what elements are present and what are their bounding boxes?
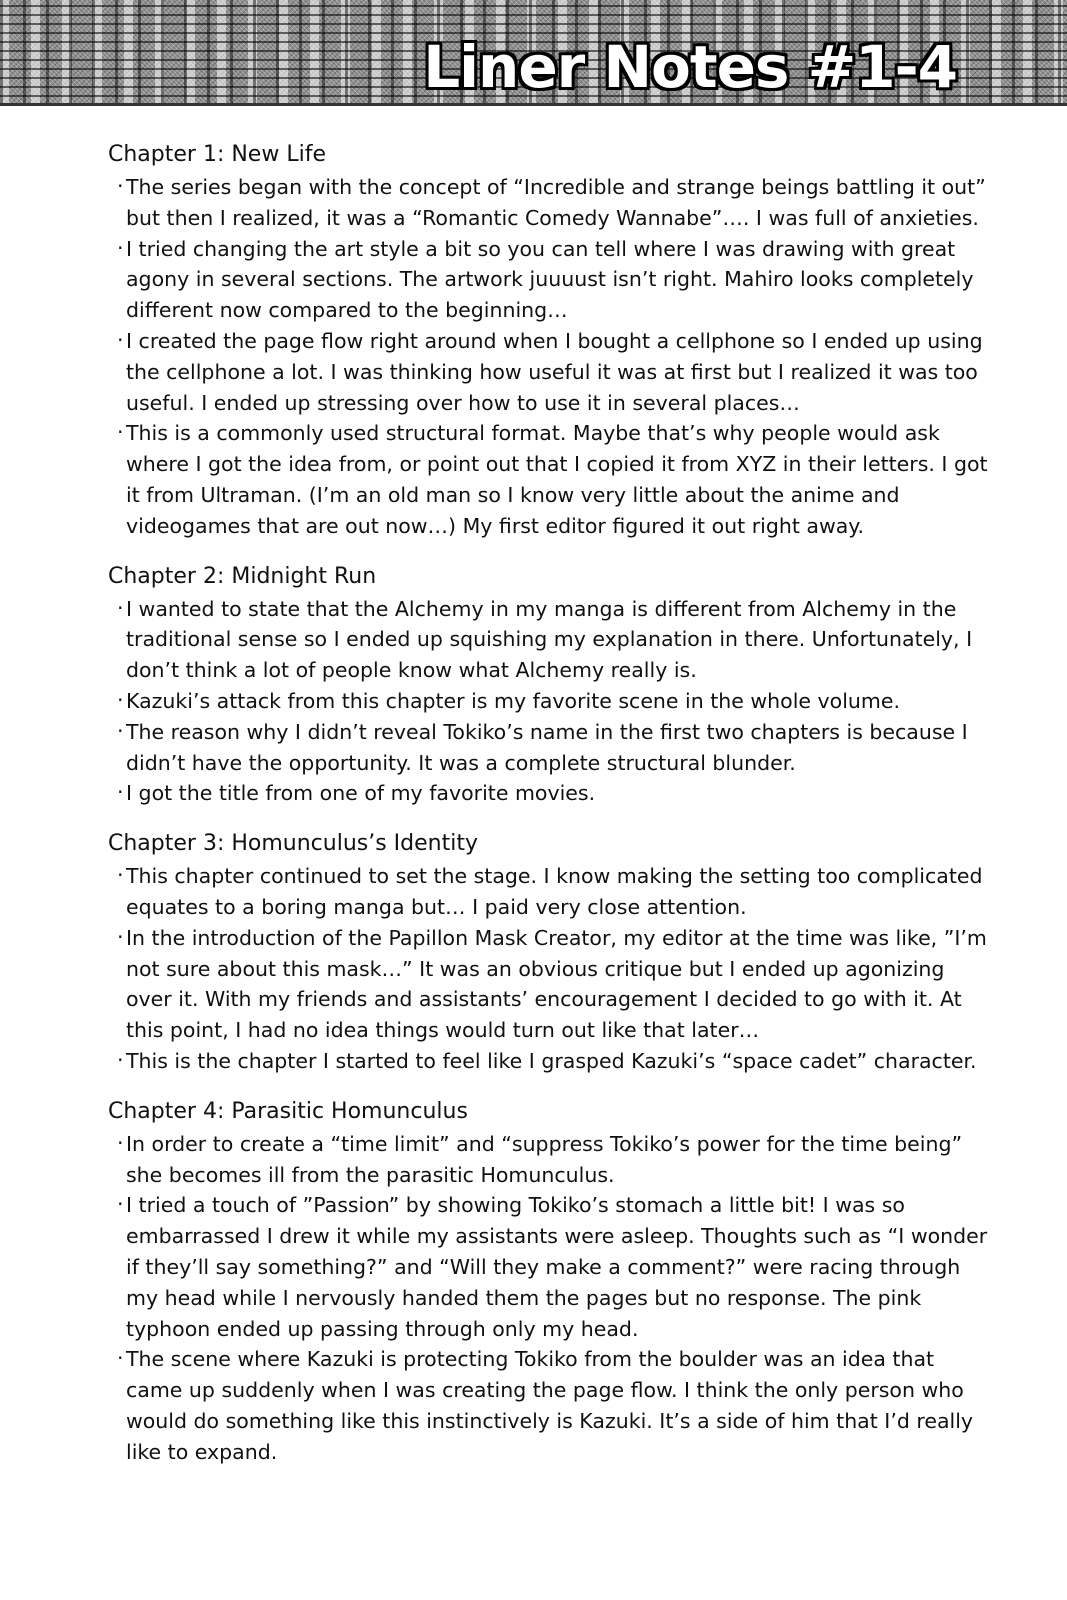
note-item xyxy=(117,1046,988,1077)
chapter-notes xyxy=(108,594,988,810)
chapter-notes xyxy=(108,861,988,1077)
note-item xyxy=(117,234,988,326)
bullet-icon: · xyxy=(117,718,124,743)
bullet-icon: · xyxy=(117,1346,124,1371)
note-text: The reason why I didn’t reveal Tokiko’s name in the first two chapters is because I didn’t have the opportunity. It was a complete structural blunder. xyxy=(126,719,968,775)
note-text: I tried a touch of ”Passion” by showing Tokiko’s stomach a little bit! I was so embarrassed I drew it while my assistants were asleep. Thoughts such as “I wonder if they’ll say something?” and “Will they make a comment?” were racing through my head while I nervously handed them the pages but no response. The pink typhoon ended up passing through only my head. xyxy=(126,1193,988,1341)
page-title: Liner Notes #1-4 xyxy=(423,33,957,101)
note-item xyxy=(117,778,988,809)
chapter-2 xyxy=(108,560,988,810)
note-item xyxy=(117,1190,988,1344)
note-text: I created the page flow right around when I bought a cellphone so I ended up using the cellphone a lot. I was thinking how useful it was at first but I realized it was too useful. I ended up stressing over how to use it in several places… xyxy=(126,328,983,415)
bullet-icon: · xyxy=(117,327,124,352)
note-text: I wanted to state that the Alchemy in my manga is different from Alchemy in the traditional sense so I ended up squishing my explanation in there. Unfortunately, I don’t think a lot of people know what Alchemy really is. xyxy=(126,596,973,683)
chapter-3 xyxy=(108,827,988,1077)
note-text: In order to create a “time limit” and “suppress Tokiko’s power for the time being” she becomes ill from the parasitic Homunculus. xyxy=(126,1131,963,1187)
note-item xyxy=(117,861,988,923)
bullet-icon: · xyxy=(117,1130,124,1155)
header-banner xyxy=(0,0,1067,106)
note-text: I tried changing the art style a bit so you can tell where I was drawing with great agony in several sections. The artwork juuuust isn’t right. Mahiro looks completely different now compared to the beginning… xyxy=(126,236,974,323)
note-text: In the introduction of the Papillon Mask Creator, my editor at the time was like, ”I’m not sure about this mask…” It was an obvious critique but I ended up agonizing over it. With my friends and assistants’ encouragement I decided to go with it. At this point, I had no idea things would turn out like that later… xyxy=(126,925,987,1043)
bullet-icon: · xyxy=(117,687,124,712)
bullet-icon: · xyxy=(117,780,124,805)
chapter-title: Chapter 4: Parasitic Homunculus xyxy=(108,1098,468,1124)
chapter-notes xyxy=(108,1129,988,1468)
bullet-icon: · xyxy=(117,595,124,620)
note-item xyxy=(117,326,988,418)
note-text: This is the chapter I started to feel like I grasped Kazuki’s “space cadet” character. xyxy=(126,1048,977,1073)
bullet-icon: · xyxy=(117,420,124,445)
bullet-icon: · xyxy=(117,924,124,949)
note-item xyxy=(117,1344,988,1467)
note-text: This chapter continued to set the stage. I know making the setting too complicated equates to a boring manga but… I paid very close attention. xyxy=(126,864,983,919)
chapter-notes xyxy=(108,172,988,542)
bullet-icon: · xyxy=(117,1047,124,1072)
note-item xyxy=(117,717,988,779)
chapter-4 xyxy=(108,1095,988,1468)
note-text: This is a commonly used structural format. Maybe that’s why people would ask where I got the idea from, or point out that I copied it from XYZ in their letters. I got it from Ultraman. (I’m an old man so I know very little about the anime and videogames that are out now…) My first editor figured it out right away. xyxy=(126,421,988,538)
bullet-icon: · xyxy=(117,174,124,198)
bullet-icon: · xyxy=(117,1192,124,1217)
chapter-1 xyxy=(108,138,988,542)
liner-notes-body xyxy=(108,138,988,1485)
note-item xyxy=(117,1129,988,1191)
note-item xyxy=(117,923,988,1046)
chapter-title: Chapter 2: Midnight Run xyxy=(108,563,377,589)
bullet-icon: · xyxy=(117,863,124,888)
bullet-icon: · xyxy=(117,235,124,260)
note-text: The scene where Kazuki is protecting Tokiko from the boulder was an idea that came up suddenly when I was creating the page flow. I think the only person who would do something like this instinctively is Kazuki. It’s a side of him that I’d really like to expand. xyxy=(126,1347,974,1464)
note-text: Kazuki’s attack from this chapter is my favorite scene in the whole volume. xyxy=(126,688,901,713)
chapter-title: Chapter 3: Homunculus’s Identity xyxy=(108,831,478,857)
note-text: The series began with the concept of “Incredible and strange beings battling it out” but then I realized, it was a “Romantic Comedy Wannabe”…. I was full of anxieties. xyxy=(126,175,986,230)
note-item xyxy=(117,594,988,686)
note-item xyxy=(117,418,988,541)
note-item xyxy=(117,686,988,717)
note-text: I got the title from one of my favorite movies. xyxy=(126,781,596,806)
note-item xyxy=(117,172,988,234)
chapter-title: Chapter 1: New Life xyxy=(108,142,326,167)
